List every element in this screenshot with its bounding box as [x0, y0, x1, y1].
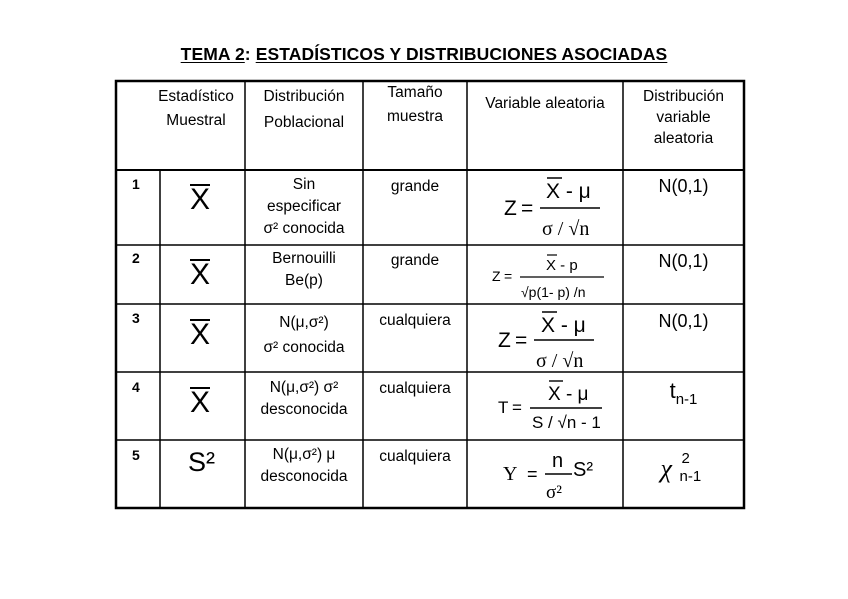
svg-text:=: = [512, 398, 522, 417]
formula-chi-square [500, 442, 610, 506]
sample-size-cell: cualquiera [379, 312, 451, 329]
svg-text:T: T [498, 398, 509, 417]
statistic-s-squared: S² [188, 447, 215, 477]
svg-text:X - μ: X - μ [548, 384, 589, 405]
svg-text:=: = [527, 464, 538, 484]
statistic-xbar: X [190, 386, 211, 419]
population-cell: N(μ,σ²) σ² desconocida [260, 379, 348, 418]
svg-text:σ / √n: σ / √n [542, 218, 590, 240]
sample-size-cell: cualquiera [379, 380, 451, 397]
title-prefix: TEMA 2 [180, 44, 245, 64]
row-number: 5 [132, 447, 140, 463]
formula-t-student [496, 375, 616, 439]
title-separator: : [244, 44, 256, 64]
svg-text:n: n [552, 450, 564, 472]
row-number: 2 [132, 250, 140, 266]
formula-z-proportion [490, 250, 620, 306]
sample-size-cell: grande [390, 252, 440, 269]
population-cell: Sin especificar σ² conocida [263, 176, 345, 237]
svg-text:S²: S² [573, 459, 593, 481]
svg-text:S / √n - 1: S / √n - 1 [532, 413, 601, 432]
svg-text:X - μ: X - μ [541, 314, 586, 337]
svg-text:σ / √n: σ / √n [536, 350, 584, 372]
distribution-cell: tn-1 [669, 378, 698, 408]
header-distribucion-variable: Distribución variable aleatoria [643, 88, 724, 147]
distribution-cell: N(0,1) [658, 251, 709, 271]
svg-text:=: = [521, 197, 534, 220]
chi-symbol: χ [660, 454, 672, 483]
svg-text:=: = [515, 329, 528, 352]
distribution-cell: N(0,1) [658, 311, 709, 331]
distribution-cell: χ 2 n-1 [660, 450, 702, 485]
row-number: 4 [132, 379, 140, 395]
svg-text:σ²: σ² [546, 482, 562, 503]
row-number: 3 [132, 310, 140, 326]
sample-size-cell: grande [390, 178, 440, 195]
header-variable: Variable aleatoria [485, 95, 605, 112]
distribution-cell: N(0,1) [658, 176, 709, 196]
svg-text:Υ: Υ [503, 463, 518, 485]
population-cell: N(μ,σ²) μ desconocida [260, 446, 348, 485]
svg-text:X - p: X - p [546, 257, 578, 274]
svg-text:Z: Z [492, 268, 501, 284]
svg-text:=: = [504, 268, 513, 284]
sample-size-cell: cualquiera [379, 448, 451, 465]
svg-text:Z: Z [504, 197, 517, 220]
population-cell: N(μ,σ²) σ² conocida [263, 314, 345, 356]
svg-text:Z: Z [498, 329, 511, 352]
header-distribucion: Distribución Poblacional [263, 88, 345, 131]
row-number: 1 [132, 176, 140, 192]
svg-text:X - μ: X - μ [546, 180, 591, 203]
svg-text:√p(1- p) /n: √p(1- p) /n [521, 284, 586, 300]
title-main: ESTADÍSTICOS Y DISTRIBUCIONES ASOCIADAS [255, 44, 668, 64]
header-tamano: Tamaño muestra [387, 84, 443, 125]
statistic-xbar: X [190, 258, 211, 291]
statistic-xbar: X [190, 318, 211, 351]
formula-z-sigma [496, 306, 606, 372]
population-cell: Bernouilli Be(p) [272, 250, 336, 289]
header-estadistico: Estadístico Muestral [158, 88, 234, 129]
formula-z-sigma [502, 174, 612, 244]
statistic-xbar: X [190, 183, 211, 216]
